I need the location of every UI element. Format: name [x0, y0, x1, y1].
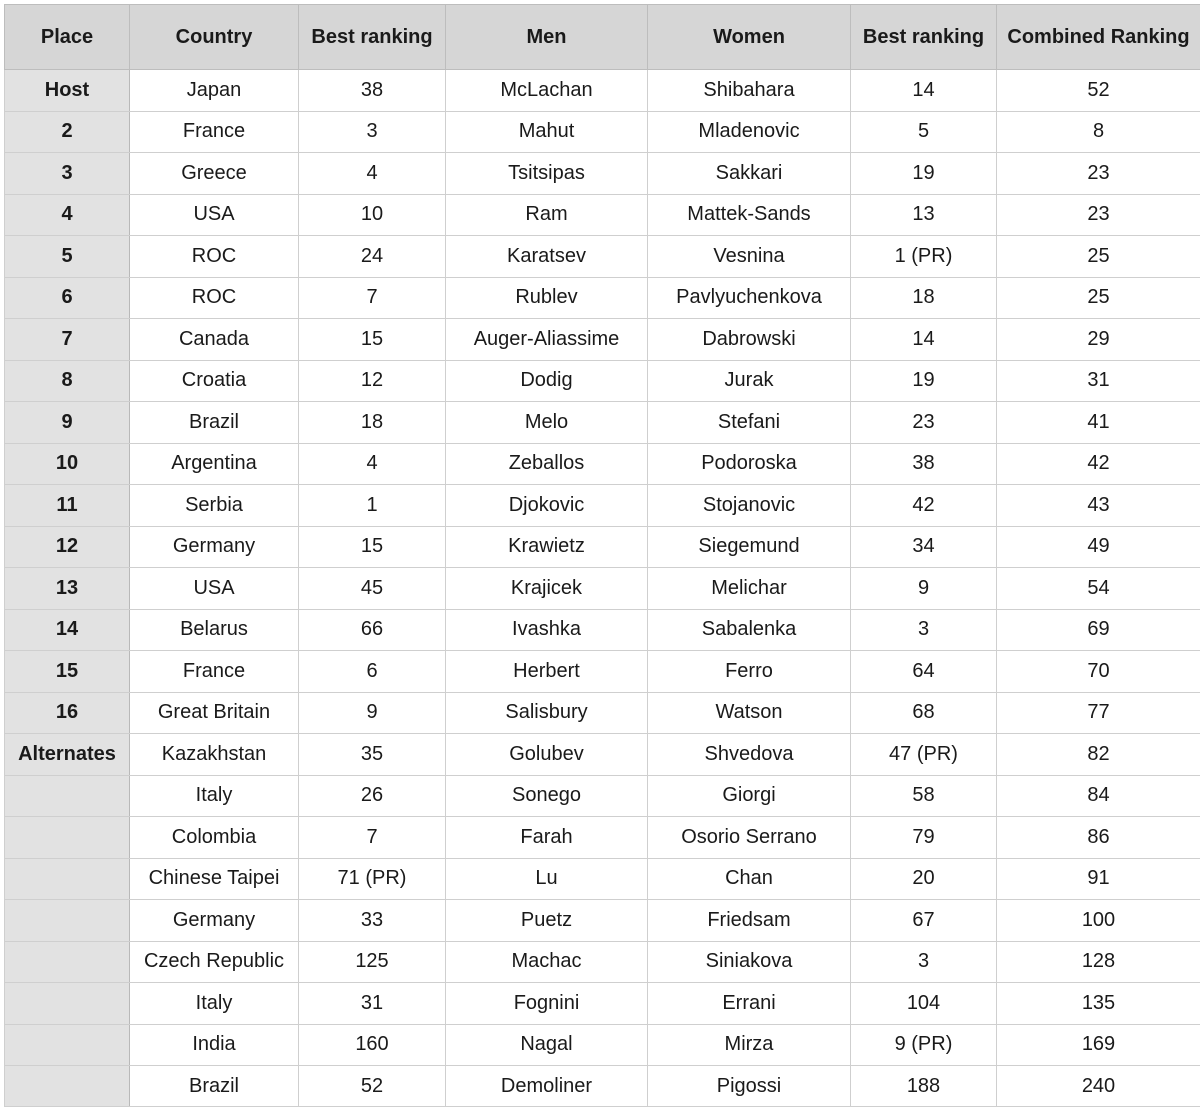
cell-women[interactable]: Sakkari [648, 153, 851, 195]
cell-men[interactable]: Farah [446, 817, 648, 859]
cell-best-ranking-men[interactable]: 35 [299, 734, 446, 776]
header-best-ranking-men[interactable]: Best ranking [299, 5, 446, 70]
table-row [5, 983, 1200, 1025]
cell-men[interactable]: Puetz [446, 900, 648, 942]
cell-country[interactable]: Germany [130, 526, 299, 568]
cell-best-ranking-men[interactable]: 4 [299, 443, 446, 485]
cell-women[interactable]: Jurak [648, 360, 851, 402]
cell-country[interactable]: Croatia [130, 360, 299, 402]
cell-best-ranking-men[interactable]: 18 [299, 402, 446, 444]
table-row [5, 319, 1200, 361]
table-row [5, 277, 1200, 319]
table-row [5, 609, 1200, 651]
table-row [5, 775, 1200, 817]
cell-best-ranking-men[interactable]: 15 [299, 526, 446, 568]
cell-men[interactable]: Djokovic [446, 485, 648, 527]
cell-men[interactable]: Golubev [446, 734, 648, 776]
cell-best-ranking-women[interactable]: 14 [851, 319, 997, 361]
cell-women[interactable]: Shvedova [648, 734, 851, 776]
cell-place[interactable]: 6 [5, 277, 130, 319]
cell-women[interactable]: Errani [648, 983, 851, 1025]
cell-combined-ranking[interactable]: 169 [997, 1024, 1200, 1066]
table-row [5, 443, 1200, 485]
cell-country[interactable]: USA [130, 568, 299, 610]
cell-best-ranking-women[interactable]: 104 [851, 983, 997, 1025]
cell-country[interactable]: ROC [130, 236, 299, 278]
cell-best-ranking-women[interactable]: 64 [851, 651, 997, 693]
cell-combined-ranking[interactable]: 240 [997, 1066, 1200, 1108]
table-row [5, 817, 1200, 859]
cell-men[interactable]: Demoliner [446, 1066, 648, 1108]
cell-country[interactable]: Czech Republic [130, 941, 299, 983]
cell-place[interactable]: 15 [5, 651, 130, 693]
cell-country[interactable]: Argentina [130, 443, 299, 485]
cell-women[interactable]: Podoroska [648, 443, 851, 485]
cell-combined-ranking[interactable]: 25 [997, 277, 1200, 319]
cell-combined-ranking[interactable]: 23 [997, 194, 1200, 236]
cell-men[interactable]: Dodig [446, 360, 648, 402]
cell-best-ranking-women[interactable]: 79 [851, 817, 997, 859]
cell-country[interactable]: USA [130, 194, 299, 236]
cell-combined-ranking[interactable]: 84 [997, 775, 1200, 817]
cell-best-ranking-women[interactable]: 19 [851, 360, 997, 402]
cell-best-ranking-women[interactable]: 34 [851, 526, 997, 568]
cell-place[interactable] [5, 983, 130, 1025]
cell-best-ranking-women[interactable]: 14 [851, 70, 997, 112]
cell-men[interactable]: Zeballos [446, 443, 648, 485]
cell-combined-ranking[interactable]: 8 [997, 111, 1200, 153]
cell-best-ranking-men[interactable]: 12 [299, 360, 446, 402]
cell-country[interactable]: France [130, 111, 299, 153]
cell-country[interactable]: Italy [130, 983, 299, 1025]
cell-men[interactable]: Karatsev [446, 236, 648, 278]
cell-combined-ranking[interactable]: 43 [997, 485, 1200, 527]
cell-best-ranking-men[interactable]: 7 [299, 817, 446, 859]
cell-country[interactable]: Colombia [130, 817, 299, 859]
cell-place[interactable]: 9 [5, 402, 130, 444]
cell-best-ranking-women[interactable]: 19 [851, 153, 997, 195]
cell-country[interactable]: Canada [130, 319, 299, 361]
cell-women[interactable]: Pigossi [648, 1066, 851, 1108]
header-row [5, 5, 1200, 70]
cell-country[interactable]: Chinese Taipei [130, 858, 299, 900]
cell-place[interactable] [5, 1066, 130, 1108]
cell-women[interactable]: Sabalenka [648, 609, 851, 651]
table-row [5, 900, 1200, 942]
cell-best-ranking-women[interactable]: 38 [851, 443, 997, 485]
cell-place[interactable]: 10 [5, 443, 130, 485]
cell-best-ranking-men[interactable]: 3 [299, 111, 446, 153]
cell-best-ranking-women[interactable]: 20 [851, 858, 997, 900]
table-row [5, 153, 1200, 195]
cell-country[interactable]: Greece [130, 153, 299, 195]
table-row [5, 941, 1200, 983]
cell-men[interactable]: Rublev [446, 277, 648, 319]
cell-best-ranking-men[interactable]: 4 [299, 153, 446, 195]
cell-men[interactable]: Fognini [446, 983, 648, 1025]
table-row [5, 360, 1200, 402]
next-row-edge [4, 1106, 1200, 1112]
table-row [5, 485, 1200, 527]
cell-country[interactable]: Brazil [130, 402, 299, 444]
cell-country[interactable]: Germany [130, 900, 299, 942]
header-women[interactable]: Women [648, 5, 851, 70]
cell-best-ranking-women[interactable]: 188 [851, 1066, 997, 1108]
cell-women[interactable]: Giorgi [648, 775, 851, 817]
header-combined-ranking[interactable]: Combined Ranking [997, 5, 1200, 70]
cell-best-ranking-men[interactable]: 160 [299, 1024, 446, 1066]
header-men[interactable]: Men [446, 5, 648, 70]
cell-combined-ranking[interactable]: 69 [997, 609, 1200, 651]
cell-men[interactable]: Salisbury [446, 692, 648, 734]
cell-men[interactable]: Sonego [446, 775, 648, 817]
cell-place[interactable] [5, 858, 130, 900]
cell-best-ranking-men[interactable]: 45 [299, 568, 446, 610]
table-header [5, 5, 1200, 70]
cell-men[interactable]: Auger-Aliassime [446, 319, 648, 361]
cell-women[interactable]: Mladenovic [648, 111, 851, 153]
cell-place[interactable] [5, 817, 130, 859]
table-row [5, 236, 1200, 278]
cell-combined-ranking[interactable]: 52 [997, 70, 1200, 112]
cell-women[interactable]: Mirza [648, 1024, 851, 1066]
table-row [5, 1066, 1200, 1108]
cell-combined-ranking[interactable]: 86 [997, 817, 1200, 859]
cell-place[interactable]: 14 [5, 609, 130, 651]
cell-men[interactable]: Lu [446, 858, 648, 900]
header-country[interactable]: Country [130, 5, 299, 70]
cell-men[interactable]: Krajicek [446, 568, 648, 610]
cell-best-ranking-women[interactable]: 18 [851, 277, 997, 319]
cell-country[interactable]: Serbia [130, 485, 299, 527]
table-body [5, 70, 1200, 1108]
cell-best-ranking-men[interactable]: 31 [299, 983, 446, 1025]
cell-best-ranking-women[interactable]: 13 [851, 194, 997, 236]
cell-best-ranking-women[interactable]: 3 [851, 941, 997, 983]
table-row [5, 70, 1200, 112]
cell-men[interactable]: Mahut [446, 111, 648, 153]
cell-country[interactable]: Belarus [130, 609, 299, 651]
rankings-table [4, 4, 1200, 1108]
cell-best-ranking-men[interactable]: 6 [299, 651, 446, 693]
cell-men[interactable]: Ivashka [446, 609, 648, 651]
cell-best-ranking-women[interactable]: 58 [851, 775, 997, 817]
cell-combined-ranking[interactable]: 25 [997, 236, 1200, 278]
cell-combined-ranking[interactable]: 135 [997, 983, 1200, 1025]
cell-place[interactable]: 2 [5, 111, 130, 153]
cell-men[interactable]: Tsitsipas [446, 153, 648, 195]
cell-combined-ranking[interactable]: 23 [997, 153, 1200, 195]
table-row [5, 1024, 1200, 1066]
cell-women[interactable]: Dabrowski [648, 319, 851, 361]
cell-country[interactable]: Japan [130, 70, 299, 112]
cell-men[interactable]: Krawietz [446, 526, 648, 568]
header-best-ranking-women[interactable]: Best ranking [851, 5, 997, 70]
cell-country[interactable]: France [130, 651, 299, 693]
cell-best-ranking-women[interactable]: 47 (PR) [851, 734, 997, 776]
cell-best-ranking-men[interactable]: 52 [299, 1066, 446, 1108]
cell-combined-ranking[interactable]: 82 [997, 734, 1200, 776]
cell-best-ranking-women[interactable]: 9 [851, 568, 997, 610]
cell-men[interactable]: McLachan [446, 70, 648, 112]
cell-women[interactable]: Pavlyuchenkova [648, 277, 851, 319]
cell-combined-ranking[interactable]: 42 [997, 443, 1200, 485]
cell-women[interactable]: Ferro [648, 651, 851, 693]
table-row [5, 651, 1200, 693]
cell-men[interactable]: Machac [446, 941, 648, 983]
table-row [5, 526, 1200, 568]
cell-best-ranking-women[interactable]: 9 (PR) [851, 1024, 997, 1066]
cell-best-ranking-men[interactable]: 26 [299, 775, 446, 817]
cell-combined-ranking[interactable]: 128 [997, 941, 1200, 983]
cell-combined-ranking[interactable]: 54 [997, 568, 1200, 610]
cell-best-ranking-men[interactable]: 10 [299, 194, 446, 236]
cell-country[interactable]: India [130, 1024, 299, 1066]
table-row [5, 111, 1200, 153]
cell-women[interactable]: Siegemund [648, 526, 851, 568]
cell-best-ranking-women[interactable]: 67 [851, 900, 997, 942]
cell-best-ranking-men[interactable]: 9 [299, 692, 446, 734]
cell-country[interactable]: Brazil [130, 1066, 299, 1108]
cell-country[interactable]: Italy [130, 775, 299, 817]
cell-best-ranking-men[interactable]: 33 [299, 900, 446, 942]
table-row [5, 692, 1200, 734]
cell-place[interactable]: 11 [5, 485, 130, 527]
cell-women[interactable]: Stojanovic [648, 485, 851, 527]
cell-best-ranking-women[interactable]: 1 (PR) [851, 236, 997, 278]
cell-best-ranking-men[interactable]: 1 [299, 485, 446, 527]
cell-best-ranking-men[interactable]: 24 [299, 236, 446, 278]
table-row [5, 858, 1200, 900]
cell-men[interactable]: Nagal [446, 1024, 648, 1066]
cell-place[interactable]: 13 [5, 568, 130, 610]
cell-place[interactable] [5, 941, 130, 983]
cell-men[interactable]: Herbert [446, 651, 648, 693]
cell-best-ranking-men[interactable]: 15 [299, 319, 446, 361]
cell-best-ranking-women[interactable]: 68 [851, 692, 997, 734]
cell-women[interactable]: Mattek-Sands [648, 194, 851, 236]
cell-combined-ranking[interactable]: 77 [997, 692, 1200, 734]
cell-place[interactable]: 8 [5, 360, 130, 402]
cell-place[interactable]: 4 [5, 194, 130, 236]
cell-place[interactable]: 3 [5, 153, 130, 195]
cell-women[interactable]: Osorio Serrano [648, 817, 851, 859]
cell-best-ranking-men[interactable]: 38 [299, 70, 446, 112]
cell-best-ranking-men[interactable]: 7 [299, 277, 446, 319]
cell-women[interactable]: Shibahara [648, 70, 851, 112]
cell-combined-ranking[interactable]: 41 [997, 402, 1200, 444]
cell-best-ranking-women[interactable]: 5 [851, 111, 997, 153]
cell-place[interactable]: Alternates [5, 734, 130, 776]
cell-combined-ranking[interactable]: 31 [997, 360, 1200, 402]
cell-place[interactable]: 5 [5, 236, 130, 278]
cell-combined-ranking[interactable]: 91 [997, 858, 1200, 900]
cell-best-ranking-men[interactable]: 66 [299, 609, 446, 651]
cell-combined-ranking[interactable]: 70 [997, 651, 1200, 693]
cell-combined-ranking[interactable]: 100 [997, 900, 1200, 942]
table-row [5, 402, 1200, 444]
cell-best-ranking-women[interactable]: 3 [851, 609, 997, 651]
cell-country[interactable]: Great Britain [130, 692, 299, 734]
cell-place[interactable] [5, 775, 130, 817]
cell-best-ranking-men[interactable]: 71 (PR) [299, 858, 446, 900]
table-row [5, 194, 1200, 236]
cell-women[interactable]: Friedsam [648, 900, 851, 942]
cell-best-ranking-men[interactable]: 125 [299, 941, 446, 983]
cell-place[interactable]: 7 [5, 319, 130, 361]
header-place[interactable]: Place [5, 5, 130, 70]
cell-women[interactable]: Chan [648, 858, 851, 900]
cell-best-ranking-women[interactable]: 42 [851, 485, 997, 527]
cell-men[interactable]: Ram [446, 194, 648, 236]
cell-combined-ranking[interactable]: 49 [997, 526, 1200, 568]
cell-women[interactable]: Melichar [648, 568, 851, 610]
table-row [5, 568, 1200, 610]
cell-women[interactable]: Watson [648, 692, 851, 734]
cell-place[interactable]: 12 [5, 526, 130, 568]
cell-men[interactable]: Melo [446, 402, 648, 444]
cell-combined-ranking[interactable]: 29 [997, 319, 1200, 361]
cell-place[interactable] [5, 900, 130, 942]
table-row [5, 734, 1200, 776]
rankings-table-container [4, 4, 1200, 1108]
cell-best-ranking-women[interactable]: 23 [851, 402, 997, 444]
cell-place[interactable]: 16 [5, 692, 130, 734]
cell-country[interactable]: Kazakhstan [130, 734, 299, 776]
cell-place[interactable] [5, 1024, 130, 1066]
cell-country[interactable]: ROC [130, 277, 299, 319]
cell-women[interactable]: Vesnina [648, 236, 851, 278]
cell-women[interactable]: Stefani [648, 402, 851, 444]
cell-place[interactable]: Host [5, 70, 130, 112]
cell-women[interactable]: Siniakova [648, 941, 851, 983]
